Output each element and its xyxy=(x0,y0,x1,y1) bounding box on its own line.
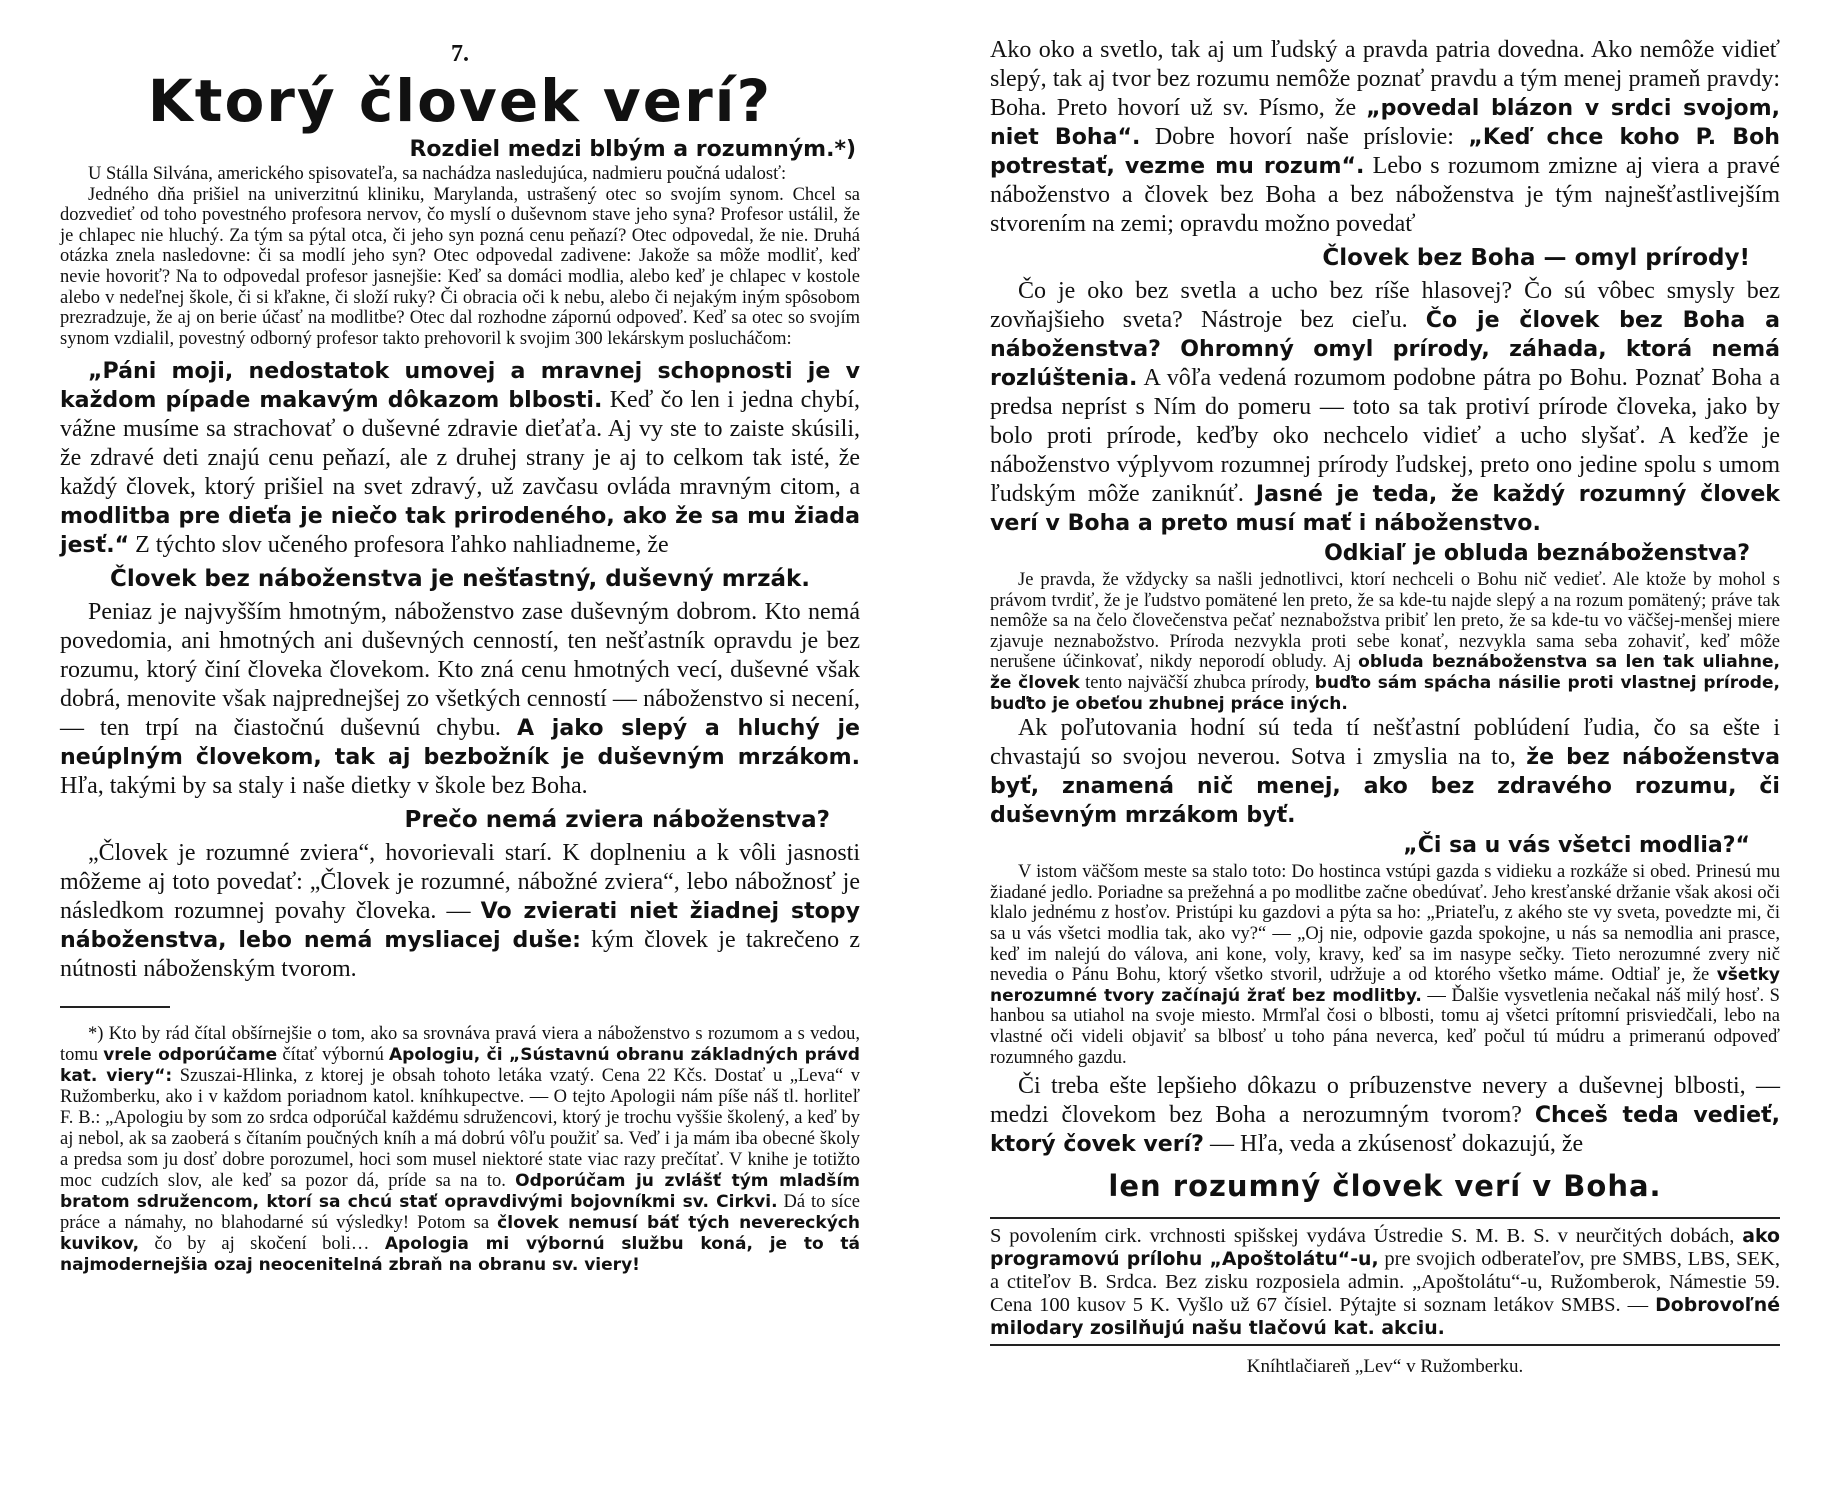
r-para1-b: Dobre hovorí naše príslovie: xyxy=(1140,124,1469,150)
fn-text-d: Szuszai-Hlinka, z ktorej je obsah tohoto letáka vzatý. Cena 22 Kčs. Dostať u „Leva“ v Ružomberku, ako i v každom poriadnom katol. kníhkupectve. — O tejto Apologii nám píše náš tl. horliteľ F. B.: „Apologiu by som zo srdca odporúčal každému sdružencovi, ktorý je trochu vyššie školený, a keď by aj nebol, ak sa zaoberá s čítaním poučných kníh a má dobrú vôľu použiť sa. Veď i ja mám iba obecné školy a predsa som ju dosť dobre porozumel, hoci som musel niektoré state viac razy prečítať. V knihe je totižto moc cudzích slov, ale keď sa pozor dá, príde sa na to. xyxy=(60,1066,860,1192)
fn-bold-4: človek nemusí báť tých nevereckých kuvikov, xyxy=(60,1213,860,1255)
final-slogan: len rozumný človek verí v Boha. xyxy=(1108,1169,1662,1204)
fn-bold-3: Odporúčam ju zvlášť tým mladším bratom sdružencom, ktorí sa chcú stať opravdivými bojovníkmi sv. Cirkvi. xyxy=(60,1171,861,1213)
heading-do-all-pray: „Či sa u vás všetci modlia?“ xyxy=(1403,833,1750,859)
professor-quote xyxy=(60,357,860,560)
imprint-box xyxy=(990,1217,1780,1346)
r-para3-bold: obluda beznáboženstva sa len tak uliahne, že človek xyxy=(990,652,1780,693)
nature-paragraph xyxy=(990,277,1780,538)
fn-text-e: Dá to síce práce a námahy, no blahodarné sú výsledky! Potom sa xyxy=(60,1192,860,1234)
fn-bold-1: vrele odporúčame xyxy=(103,1045,278,1066)
fn-bold-5: Apologia mi výbornú službu koná, je to tá najmodernejšia ozaj neocenitelná zbraň na obranu sv. viery! xyxy=(60,1234,861,1276)
monster-paragraph xyxy=(990,570,1780,714)
reason-paragraph xyxy=(990,36,1780,239)
pity-paragraph xyxy=(990,714,1780,830)
heading-animal-religion: Prečo nemá zviera náboženstva? xyxy=(404,807,830,834)
imprint-a: S povolením cirk. vrchnosti spišskej vydáva Ústredie S. M. B. S. v neurčitých dobách, xyxy=(990,1225,1743,1248)
main-title: Ktorý človek verí? xyxy=(147,67,773,135)
fn-text-c: čítať výbornú xyxy=(277,1045,389,1066)
quote-end: Z týchto slov učeného profesora ľahko nahliadneme, že xyxy=(129,532,669,559)
quote-bold-2: modlitba pre dieťa je niečo tak prirodeného, ako že sa mu žiada jesť.“ xyxy=(60,504,860,559)
imprint-bold: ako programovú prílohu „Apoštolátu“-u, xyxy=(990,1225,1780,1271)
r-para5-a: V istom väčšom meste sa stalo toto: Do hostinca vstúpi gazda s vidieku a rozkáže si obed. Prinesú mu žiadané jedlo. Poriadne sa prežehná a po modlitbe začne obedúvať. Jeho kresťanské držanie však akosi oči klalo jednému z hosťov. Pristúpi ku gazdovi a pýta sa ho: „Priateľu, z akého ste vy sveta, povedzte mi, či sa u vás všetci modlia tak, ako vy?“ — „Oj nie, odpovie gazda spokojne, u nás sa nemodlia ani prasce, keď im nalejú do válova, ani kone, voly, kravy, keď sa im nasype sečky. Tieto nerozumné zvery nič nevedia o Pánu Bohu, ktorý všetko stvoril, udržuje a od ktorého všetko máme. Odtiaľ je, že xyxy=(990,862,1780,986)
r-para3-a: Je pravda, že vždycky sa našli jednotlivci, ktorí nechceli o Bohu nič vedieť. Ale ktože by mohol s právom tvrdiť, že je ľudstvo pomätené len preto, že sa kde-tu najde slepý a na rozum pomätený; práve tak nemôže sa na čelo človečenstva pečať neznabožstva pribiť len preto, že sa kde-tu vo väčšej-menšej miere zjavuje neznabožstvo. Príroda nezvykla proti sebe konať, nezvykla sama seba zohaviť, keď môže nerušene účinkovať, nikdy neporodí obludy. Aj xyxy=(990,570,1780,673)
r-para3-b: tento najväčší zhubca prírody, xyxy=(1079,672,1315,693)
r-para6-b: — Hľa, veda a zkúsenosť dokazujú, že xyxy=(1204,1131,1584,1158)
r-para1-a: Ako oko a svetlo, tak aj um ľudský a pravda patria dovedna. Ako nemôže vidieť slepý, tak aj tvor bez rozumu nemôže poznať pravdu a tým menej prameň pravdy: Boha. Preto hovorí už sv. Písmo, že xyxy=(990,37,1780,121)
r-para3-bold2: buďto sám spácha násilie proti vlastnej prírode, buďto je obeťou zhubnej práce iných. xyxy=(990,672,1780,714)
fn-bold-2: Apologiu, či „Sústavnú obranu základných právd kat. viery“: xyxy=(60,1045,860,1087)
r-para2-bold: Čo je človek bez Boha a náboženstva? Ohromný omyl prírody, záhada, ktorá nemá rozlúštenia. xyxy=(990,308,1780,391)
heading-nature-error: Človek bez Boha — omyl prírody! xyxy=(1322,245,1750,271)
para3-text-b: kým človek je takrečeno z nútnosti náboženským tvorom. xyxy=(60,927,860,983)
para2-bold: A jako slepý a hluchý je neúplným človekom, tak aj bezbožník je duševným mrzákom. xyxy=(60,716,861,771)
footnote-divider xyxy=(60,1006,170,1008)
story-paragraph: Jedného dňa prišiel na univerzitnú kliniku, Marylanda, ustrašený otec so svojím synom. Chcel sa dozvedieť od toho povestného profesora nervov, čo myslí o duševnom stave jeho syna? Profesor ustálil, že je chlapec nie hluchý. Za tým sa pýtal otca, či jeho syn pozná cenu peňazí? Otec odpovedal, že nie. Druhá otázka znela nasledovne: či sa modlí jeho syn? Otec odpovedal zadivene: Jakože sa môže modliť, keď nevie hovoriť? Na to odpovedal profesor jasnejšie: Keď sa domáci modlia, alebo keď je chlapec v kostole alebo v nedeľnej škole, či si kľakne, či složí ruky? Či obracia oči k nebu, alebo či nejakým iným spôsobom prezradzuje, že aj on berie účasť na modlitbe? Otec dal rozhodne zápornú odpoveď. Keď sa otec so svojím synom vzdialil, povestný odborný profesor takto prehovoril k svojim 300 lekárskym poslucháčom: xyxy=(60,184,860,349)
money-religion-paragraph xyxy=(60,598,860,801)
r-para5-bold: všetky nerozumné tvory začínajú žrať bez modlitby. xyxy=(990,965,1780,1006)
r-para6-bold: Chceš teda vedieť, ktorý čovek verí? xyxy=(990,1103,1780,1158)
fn-text-f: čo by aj skočení boli… xyxy=(139,1234,385,1255)
animal-paragraph xyxy=(60,839,860,984)
para2-text-b: Hľa, takými by sa staly i naše dietky v škole bez Boha. xyxy=(60,773,588,800)
intro-paragraph: U Stálla Silvána, amerického spisovateľa, sa nachádza nasledujúca, nadmieru poučná udalosť: xyxy=(88,164,787,184)
page-number: 7. xyxy=(451,41,469,67)
imprint-text xyxy=(990,1225,1780,1340)
fn-text-a: *) Kto by rád čítal obšírnejšie o tom, ako sa srovnáva pravá viera a náboženstvo s rozumom a s vedou, tomu xyxy=(60,1024,860,1066)
farmer-story-paragraph xyxy=(990,862,1780,1068)
quote-rest: Keď čo len i jedna chybí, vážne musíme sa strachovať o duševné zdravie dieťaťa. Aj vy ste to zaiste skúsili, že zdravé deti znajú cenu peňazí, ale z druhej strany je aj to celkom tak isté, že každý človek, ktorý prišiel na svet zdravý, už zavčasu ovláda mravným citom, a xyxy=(60,387,860,501)
subtitle: Rozdiel medzi blbým a rozumným.*) xyxy=(409,137,856,162)
r-para1-c: Lebo s rozumom zmizne aj viera a pravé náboženstvo a človek bez Boha a bez náboženstva je tým najnešťastlivejším stvorením na zemi; opravdu možno povedať xyxy=(990,153,1780,237)
left-page xyxy=(60,0,860,1276)
r-para2-b: A vôľa vedená rozumom podobne pátra po Bohu. Poznať Boha a predsa nepríst s Ním do pomeru — toto sa tak protiví prírode človeka, jako by bolo proti prírode, keďby oko nechcelo vidieť a ucho slyšať. A keďže je náboženstvo výplyvom rozumnej prírody ľudskej, preto ono jedine spolu s umom ľudským môže zaniknúť. xyxy=(990,365,1780,507)
r-para2-bold2: Jasné je teda, že každý rozumný človek verí v Boha a preto musí mať i náboženstvo. xyxy=(990,482,1780,536)
printer-credit: Kníhtlačiareň „Lev“ v Ružomberku. xyxy=(1246,1356,1524,1378)
heading-monster-origin: Odkiaľ je obluda beznáboženstva? xyxy=(1324,541,1750,566)
r-para1-bold2: „Keď chce koho P. Boh potrestať, vezme mu rozum“. xyxy=(990,125,1781,179)
footnote xyxy=(60,1024,860,1276)
para3-bold: Vo zvierati niet žiadnej stopy náboženstva, lebo nemá mysliacej duše: xyxy=(60,899,860,954)
r-para2-a: Čo je oko bez svetla a ucho bez ríše hlasovej? Čo sú vôbec smysly bez zovňajšieho sveta? Nástroje bez cieľu. xyxy=(990,278,1780,333)
r-para4-a: Ak poľutovania hodní sú teda tí nešťastní poblúdení ľudia, čo sa ešte i chvastajú so svojou neverou. Sotva i zmyslia na to, xyxy=(990,715,1780,771)
para2-text-a: Peniaz je najvyšším hmotným, náboženstvo zase duševným dobrom. Kto nemá povedomia, ani hmotných ani duševných cenností, ten nešťastník opravdu je bez rozumu, ktorý činí človeka človekom. Kto zná cenu hmotných vecí, duševné však dobrá, menovite však najprednejšej zo všetkých cenností — náboženstvo si necení, — ten trpí na čiastočnú duševnú chybu. xyxy=(60,599,860,742)
r-para6-a: Či treba ešte lepšieho dôkazu o príbuzenstve nevery a duševnej blbosti, — medzi človekom bez Boha a nerozumným tvorom? xyxy=(990,1073,1780,1129)
imprint-bold2: Dobrovoľné milodary zosilňujú našu tlačovú kat. akciu. xyxy=(990,1294,1780,1340)
right-page xyxy=(990,36,1780,1378)
r-para5-b: — Ďalšie vysvetlenia nečakal náš milý hosť. S hanbou sa utiahol na svoje miesto. Mrmľal čosi o blbosti, tomu aj všetci prítomní prisviedčali, lebo na vlastné oči videli objaviť sa blbosť u toho pána neverca, keď počul tú múdru a primeranú odpoveď rozumného gazdu. xyxy=(990,985,1780,1068)
quote-bold: „Páni moji, nedostatok umovej a mravnej schopnosti je v každom pípade makavým dôkazom blbosti. xyxy=(60,359,860,414)
r-para4-bold: že bez náboženstva byť, znamená nič menej, ako bez zdravého rozumu, či duševným mrzákom byť. xyxy=(990,745,1780,829)
r-para1-bold: „povedal blázon v srdci svojom, niet Boha“. xyxy=(990,96,1780,150)
para3-text-a: „Človek je rozumné zviera“, hovorievali starí. K doplneniu a k vôli jasnosti môžeme aj toto povedať: „Človek je rozumné, nábožné zviera“, lebo nábožnosť je následkom rozumnej povahy človeka. — xyxy=(60,840,860,925)
heading-unhappy-man: Človek bez náboženstva je nešťastný, duševný mrzák. xyxy=(109,566,811,593)
conclusion-paragraph xyxy=(990,1072,1780,1159)
imprint-b: pre svojich odberateľov, pre SMBS, LBS, SEK, a ctiteľov B. Srdca. Bez zisku rozposiela admin. „Apoštolátu“-u, Ružomberok, Námestie 59. Cena 100 kusov 5 K. Vyšlo už 67 čísiel. Pýtajte si soznam letákov SMBS. — xyxy=(990,1248,1781,1317)
